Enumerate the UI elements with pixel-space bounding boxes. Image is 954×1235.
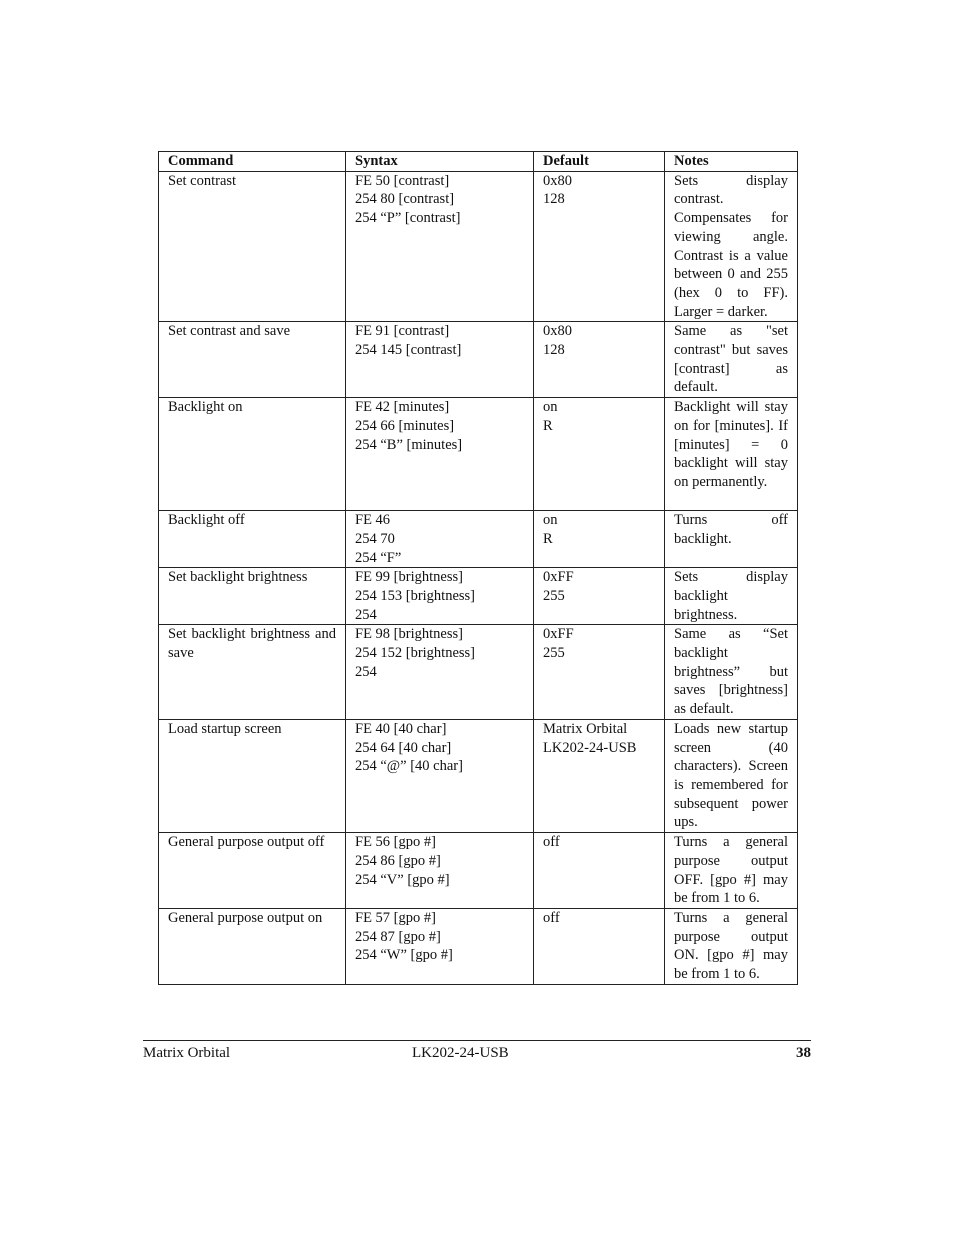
default-line: 0xFF <box>543 569 574 586</box>
syntax-line: FE 57 [gpo #] <box>355 909 436 926</box>
syntax-line: FE 46 <box>355 512 391 529</box>
syntax-cell <box>346 625 534 720</box>
command-cell <box>159 719 346 832</box>
default-line: 255 <box>543 587 565 604</box>
command-text: Set contrast <box>168 172 237 189</box>
default-cell <box>534 908 665 984</box>
default-line: 0x80 <box>543 323 572 340</box>
syntax-line: 254 “W” [gpo #] <box>355 947 453 964</box>
notes-cell <box>665 322 798 398</box>
command-cell <box>159 833 346 909</box>
table-row <box>159 398 798 511</box>
default-line: 0x80 <box>543 172 572 189</box>
notes-cell <box>665 908 798 984</box>
syntax-cell <box>346 398 534 511</box>
notes-cell <box>665 833 798 909</box>
default-cell <box>534 568 665 625</box>
default-line: 128 <box>543 342 565 359</box>
syntax-line: FE 42 [minutes] <box>355 399 450 416</box>
default-cell <box>534 719 665 832</box>
notes-cell <box>665 511 798 568</box>
syntax-line: 254 70 <box>355 530 395 547</box>
command-text: Set backlight brightness and save <box>168 626 336 662</box>
footer-company: Matrix Orbital <box>143 1045 231 1061</box>
syntax-line: 254 “B” [minutes] <box>355 436 463 453</box>
table-body <box>159 171 798 984</box>
command-text: General purpose output on <box>168 909 323 926</box>
syntax-line: FE 98 [brightness] <box>355 626 463 643</box>
default-line: LK202-24-USB <box>543 739 637 756</box>
table-row <box>159 171 798 322</box>
default-cell <box>534 833 665 909</box>
table-row <box>159 625 798 720</box>
default-line: off <box>543 909 560 926</box>
syntax-cell <box>346 171 534 322</box>
syntax-line: 254 86 [gpo #] <box>355 852 441 869</box>
command-text: Load startup screen <box>168 720 282 737</box>
syntax-cell <box>346 322 534 398</box>
default-line: R <box>543 417 553 434</box>
syntax-line: 254 “F” <box>355 549 402 566</box>
default-line: off <box>543 834 560 851</box>
command-text: Backlight on <box>168 399 243 416</box>
syntax-line: FE 99 [brightness] <box>355 569 463 586</box>
syntax-line: FE 40 [40 char] <box>355 720 447 737</box>
command-cell <box>159 568 346 625</box>
notes-cell <box>665 171 798 322</box>
notes-text: Backlight will stay on for [minutes]. If [minutes] = 0 backlight will stay on permanently. <box>674 399 788 490</box>
notes-cell <box>665 625 798 720</box>
default-cell <box>534 171 665 322</box>
column-header-default: Default <box>534 152 665 172</box>
notes-cell <box>665 568 798 625</box>
syntax-line: FE 56 [gpo #] <box>355 834 436 851</box>
notes-cell <box>665 719 798 832</box>
footer-divider <box>143 1040 811 1041</box>
notes-text: Same as “Set backlight brightness” but saves [brightness] as default. <box>674 626 788 718</box>
default-cell <box>534 625 665 720</box>
syntax-line: 254 <box>355 606 377 623</box>
syntax-line: 254 66 [minutes] <box>355 417 455 434</box>
notes-text: Turns a general purpose output OFF. [gpo #] may be from 1 to 6. <box>674 834 788 907</box>
default-line: 0xFF <box>543 626 574 643</box>
default-cell <box>534 322 665 398</box>
default-cell <box>534 511 665 568</box>
command-table <box>158 151 798 985</box>
column-header-notes: Notes <box>665 152 798 172</box>
syntax-line: 254 <box>355 663 377 680</box>
default-line: 128 <box>543 191 565 208</box>
column-header-command: Command <box>159 152 346 172</box>
table-header-row <box>159 152 798 172</box>
command-text: Set backlight brightness <box>168 569 308 586</box>
syntax-line: 254 “V” [gpo #] <box>355 871 450 888</box>
notes-text: Same as "set contrast" but saves [contrast] as default. <box>674 323 788 396</box>
table-row <box>159 908 798 984</box>
syntax-line: 254 64 [40 char] <box>355 739 452 756</box>
syntax-line: 254 “@” [40 char] <box>355 758 463 775</box>
table-row <box>159 833 798 909</box>
table-row <box>159 322 798 398</box>
syntax-cell <box>346 719 534 832</box>
default-cell <box>534 398 665 511</box>
table-row <box>159 719 798 832</box>
syntax-line: 254 87 [gpo #] <box>355 928 441 945</box>
command-cell <box>159 171 346 322</box>
syntax-cell <box>346 908 534 984</box>
syntax-line: FE 91 [contrast] <box>355 323 450 340</box>
command-cell <box>159 908 346 984</box>
footer-model: LK202-24-USB <box>412 1045 509 1061</box>
default-line: R <box>543 530 553 547</box>
column-header-syntax: Syntax <box>346 152 534 172</box>
syntax-cell <box>346 833 534 909</box>
syntax-cell <box>346 568 534 625</box>
command-cell <box>159 398 346 511</box>
notes-cell <box>665 398 798 511</box>
table-row <box>159 511 798 568</box>
syntax-cell <box>346 511 534 568</box>
default-line: Matrix Orbital <box>543 720 628 737</box>
command-cell <box>159 322 346 398</box>
notes-text: Turns a general purpose output ON. [gpo #] may be from 1 to 6. <box>674 909 788 983</box>
command-cell <box>159 511 346 568</box>
command-text: Set contrast and save <box>168 323 291 340</box>
page-number: 38 <box>796 1045 811 1061</box>
default-line: on <box>543 399 558 416</box>
notes-text: Loads new startup screen (40 characters). Screen is remembered for subsequent power ups. <box>674 720 788 831</box>
syntax-line: 254 145 [contrast] <box>355 342 462 359</box>
notes-text: Turns off backlight. <box>674 512 788 547</box>
syntax-line: 254 80 [contrast] <box>355 191 455 208</box>
default-line: 255 <box>543 645 565 662</box>
command-text: General purpose output off <box>168 834 325 851</box>
syntax-line: 254 152 [brightness] <box>355 645 476 662</box>
notes-text: Sets display backlight brightness. <box>674 569 788 623</box>
command-cell <box>159 625 346 720</box>
syntax-line: FE 50 [contrast] <box>355 172 450 189</box>
syntax-line: 254 153 [brightness] <box>355 587 476 604</box>
command-text: Backlight off <box>168 512 245 529</box>
syntax-line: 254 “P” [contrast] <box>355 210 461 227</box>
default-line: on <box>543 512 558 529</box>
table-row <box>159 568 798 625</box>
notes-text: Sets display contrast. Compensates for viewing angle. Contrast is a value between 0 and 255 (hex 0 to FF). Larger = darker. <box>674 172 788 320</box>
